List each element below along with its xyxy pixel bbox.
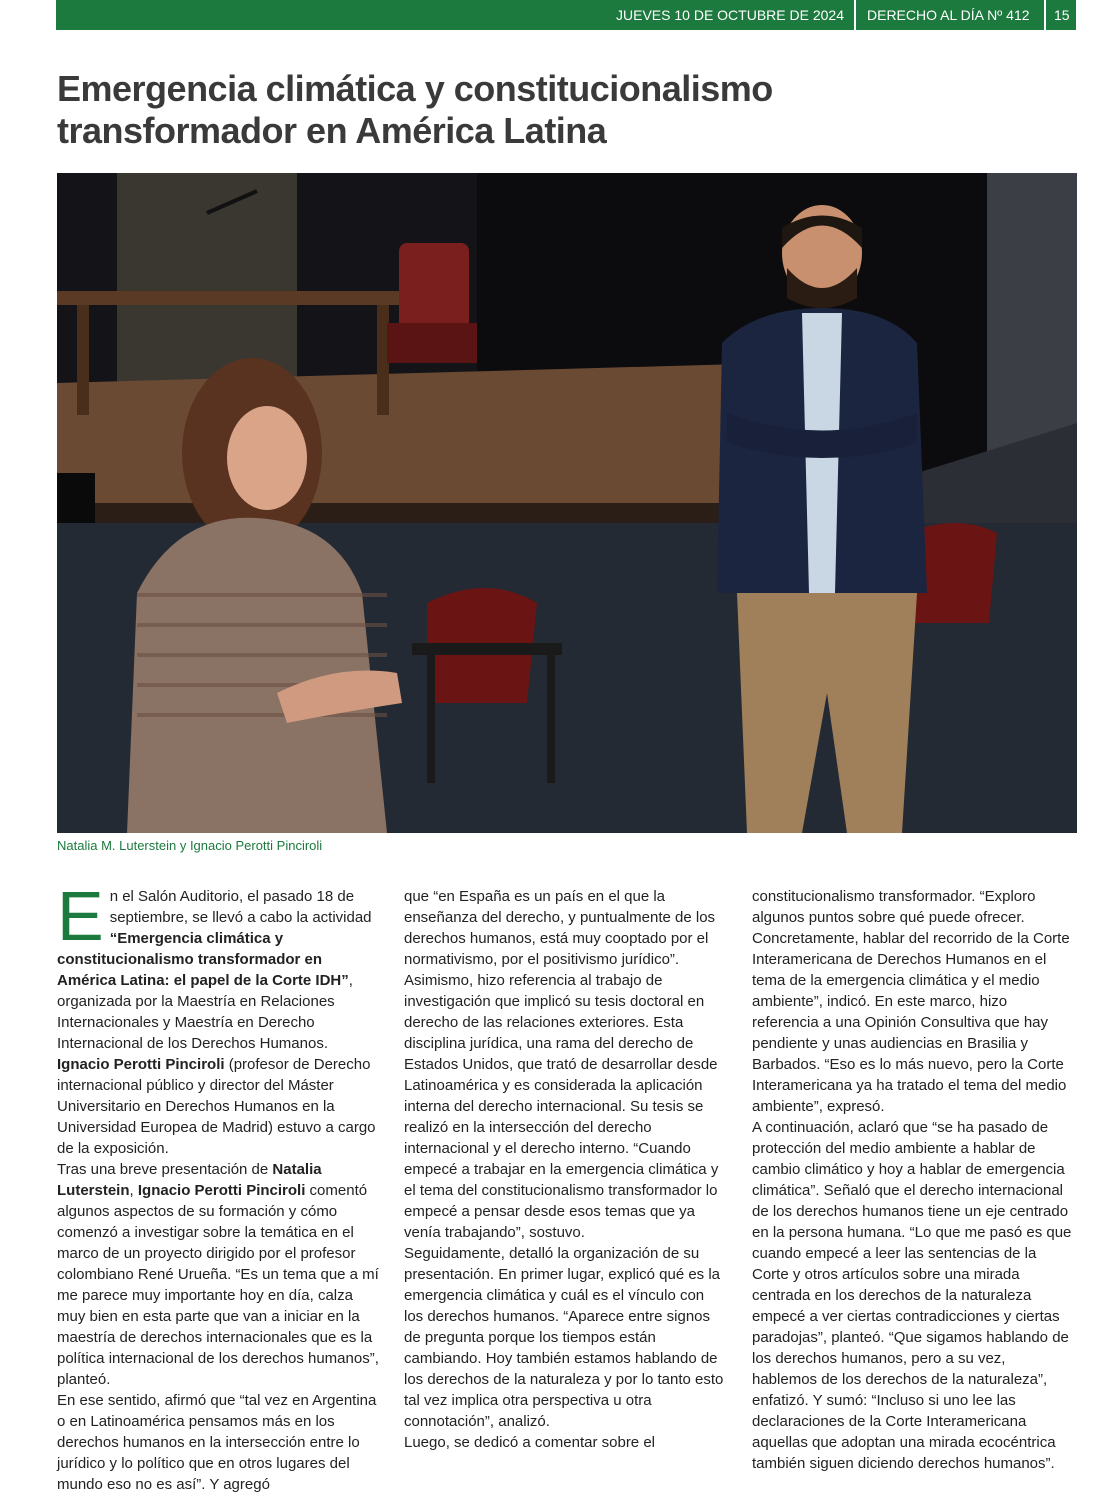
- speaker-name: Ignacio Perotti Pinciroli: [57, 1056, 225, 1073]
- paragraph: [57, 1159, 379, 1390]
- publication-issue: DERECHO AL DÍA Nº 412: [867, 7, 1030, 23]
- paragraph: [57, 877, 379, 1159]
- paragraph: que “en España es un país en el que la enseñanza del derecho, y puntualmente de los derechos humanos, está muy cooptado por el normativismo, por el positivismo jurídico”.: [404, 888, 716, 968]
- page-number: 15: [1054, 7, 1070, 23]
- article-column-2: [404, 886, 726, 1453]
- text-run: Tras una breve presentación de: [57, 1161, 273, 1178]
- text-run: n el Salón Auditorio, el pasado 18 de septiembre, se llevó a cabo la actividad: [109, 888, 372, 926]
- drop-cap: E: [57, 877, 104, 955]
- header-divider: [854, 0, 856, 30]
- page-header-bar: [56, 0, 1076, 30]
- paragraph: constitucionalismo transformador. “Exploro algunos puntos sobre qué puede ofrecer. Concretamente, hablar del recorrido de la Corte Interamericana de Derechos Humanos en el tema de la emergencia climática y el medio ambiente”, indicó. En este marco, hizo referencia a una Opinión Consultiva que hay pendiente y unas audiencias en Brasilia y Barbados. “Eso es lo más nuevo, pero la Corte Interamericana ya ha tratado el tema del medio ambiente”, expresó.: [752, 888, 1070, 1115]
- paragraph: Asimismo, hizo referencia al trabajo de investigación que implicó su tesis doctoral en derecho de las relaciones exteriores. Esta disciplina jurídica, una rama del derecho de Estados Unidos, que trató de desarrollar desde Latinoamérica y es considerada la aplicación interna del derecho internacional. Su tesis se realizó en la intersección del derecho internacional y el derecho interno. “Cuando empecé a trabajar en la emergencia climática y el tema del constitucionalismo transformador lo empecé a pensar desde esos temas que ya venía trabajando”, sostuvo.: [404, 972, 719, 1241]
- speaker-name: Ignacio Perotti Pinciroli: [137, 1182, 306, 1199]
- header-divider: [1044, 0, 1046, 30]
- article-column-1: [57, 877, 379, 1495]
- paragraph: A continuación, aclaró que “se ha pasado de protección del medio ambiente a hablar de cambio climático y hoy a hablar de emergencia climática”. Señaló que el derecho internacional de los derechos humanos tiene un eje centrado en la persona humana. “Lo que me pasó es que cuando empecé a leer las sentencias de la Corte y otros artículos sobre una mirada centrada en los derechos de la naturaleza empecé a ver ciertas contradicciones y ciertas paradojas”, planteó. “Que sigamos hablando de los derechos humanos, pero a su vez, hablemos de los derechos de la naturaleza”, enfatizó. Y sumó: “Incluso si uno lee las declaraciones de la Corte Interamericana aquellas que adoptan una mirada ecocéntrica también siguen diciendo derechos humanos”.: [752, 1119, 1072, 1472]
- article-column-3: [752, 886, 1074, 1474]
- moderator-name: Natalia Luterstein: [57, 1161, 322, 1199]
- article-title: [57, 68, 1057, 152]
- article-photo: [57, 173, 1077, 833]
- paragraph: Seguidamente, detalló la organización de su presentación. En primer lugar, explicó qué es la emergencia climática y cuál es el vínculo con los derechos humanos. “Aparece entre signos de pregunta porque los tiempos están cambiando. Hoy también estamos hablando de los derechos de la naturaleza y por lo tanto esto tal vez implica otra perspectiva u otra connotación”, analizó.: [404, 1245, 724, 1430]
- text-run: , organizada por la Maestría en Relaciones Internacionales y Maestría en Derecho Internacional de los Derechos Humanos.: [57, 972, 353, 1052]
- article-title-line1: Emergencia climática y constitucionalismo: [57, 68, 773, 109]
- paragraph: Luego, se dedicó a comentar sobre el: [404, 1434, 655, 1451]
- article-title-line2: transformador en América Latina: [57, 110, 607, 151]
- text-run: (profesor de Derecho internacional público y director del Máster Universitario en Derechos Humanos en la Universidad Europea de Madrid) estuvo a cargo de la exposición.: [57, 1056, 376, 1157]
- event-name: “Emergencia climática y constitucionalismo transformador en América Latina: el papel de la Corte IDH”: [57, 930, 349, 989]
- photo-caption: Natalia M. Luterstein y Ignacio Perotti Pinciroli: [57, 838, 323, 853]
- text-run: comentó algunos aspectos de su formación y cómo comenzó a investigar sobre la temática en el marco de un proyecto dirigido por el profesor colombiano René Urueña. “Es un tema que a mí me parece muy importante hoy en día, calza muy bien en esta parte que van a iniciar en la maestría de derechos internacionales que es la política internacional de los derechos humanos”, planteó.: [57, 1182, 379, 1388]
- issue-date: JUEVES 10 DE OCTUBRE DE 2024: [616, 7, 844, 23]
- text-run: ,: [129, 1182, 138, 1199]
- paragraph: En ese sentido, afirmó que “tal vez en Argentina o en Latinoamérica pensamos más en los derechos humanos en la intersección entre lo jurídico y lo político que en otros lugares del mundo eso no es así”. Y agregó: [57, 1392, 377, 1493]
- photo-illustration: [57, 173, 1077, 833]
